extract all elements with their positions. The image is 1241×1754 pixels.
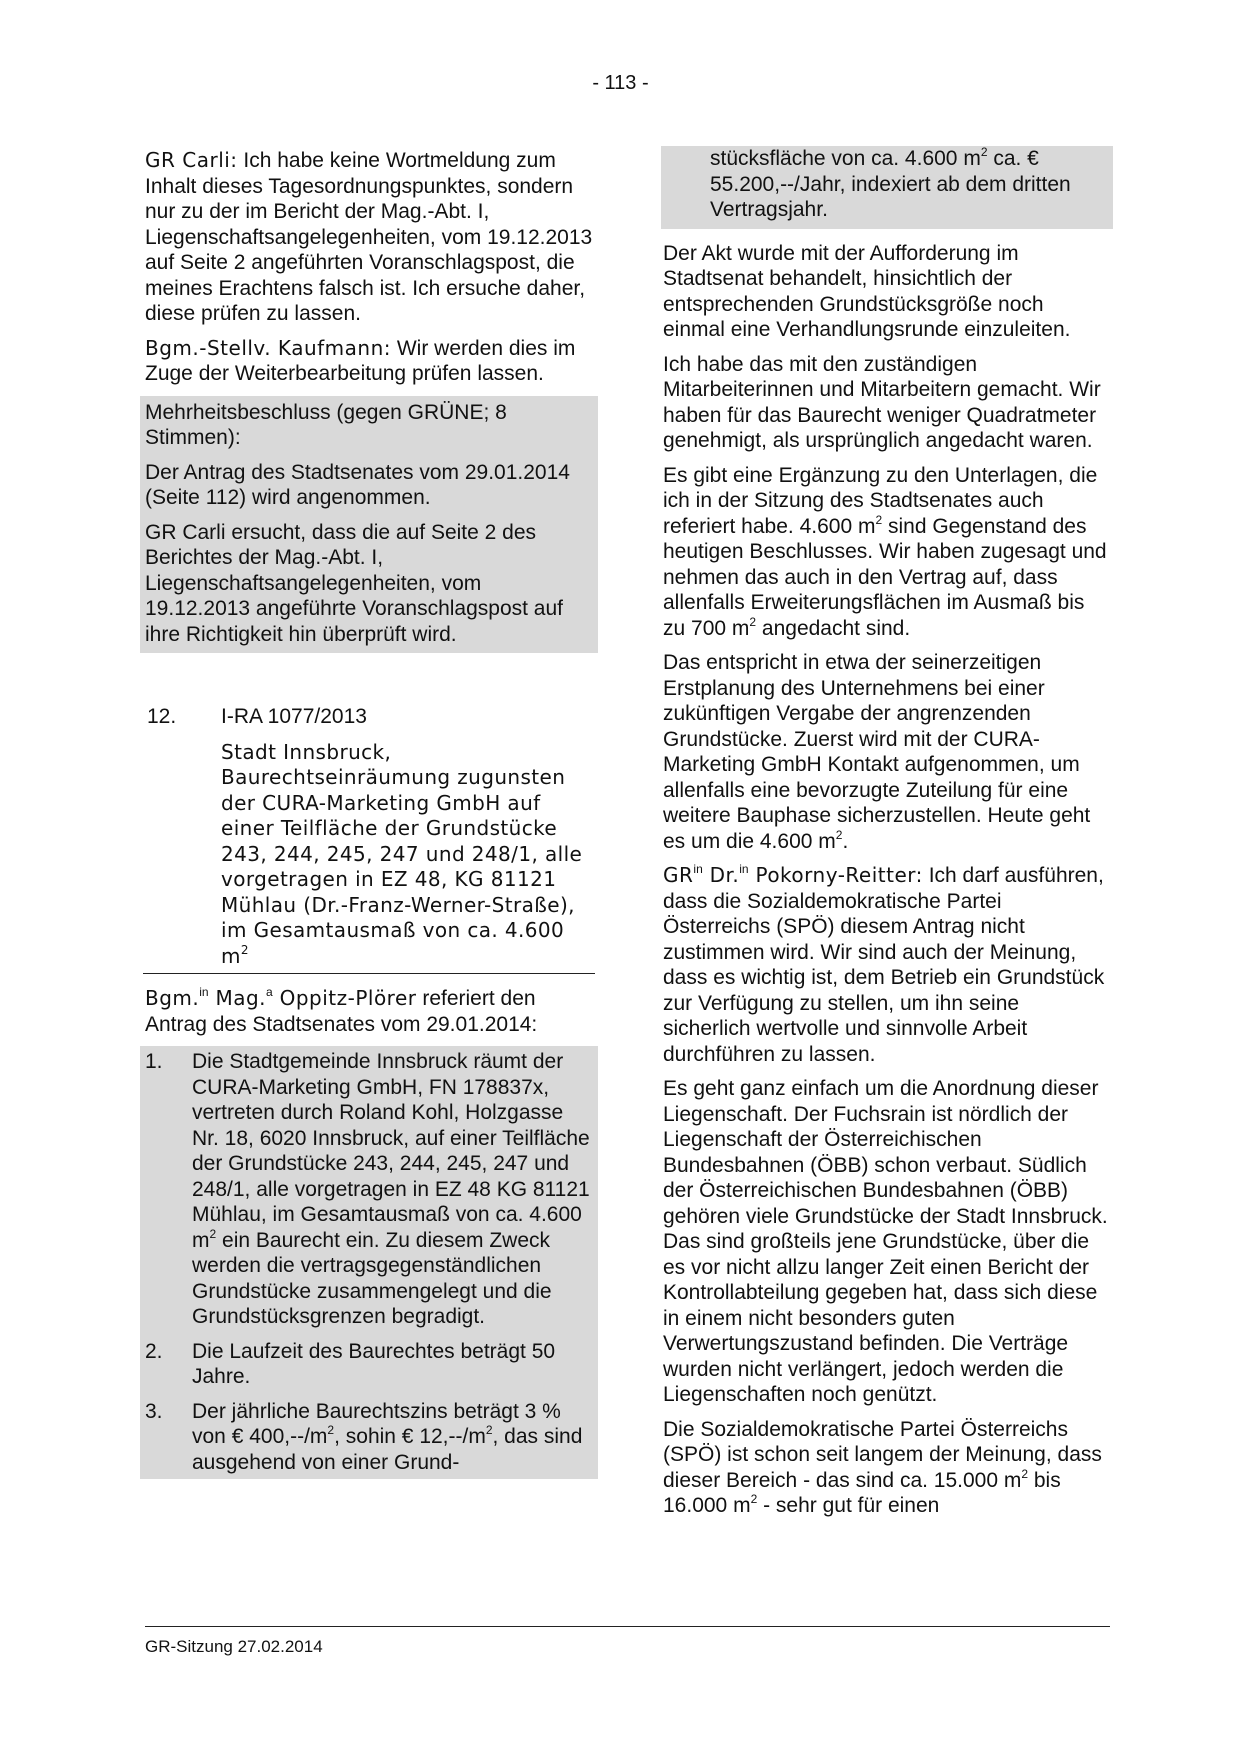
- reporter-bgm: Bgm.: [145, 986, 200, 1010]
- kaufmann-statement: [145, 336, 595, 387]
- reporter-sup-a: a: [266, 985, 273, 999]
- motion-item-number: 2.: [145, 1339, 163, 1363]
- reporter-mag: Mag.: [208, 986, 267, 1010]
- pokorny-statement: [663, 863, 1110, 1067]
- pokorny-text: Ich darf ausführen, dass die Sozialdemokratische Partei Österreichs (SPÖ) diesem Antrag nicht zustimmen wird. Wir sind auch der Meinung, dass es wichtig ist, dem Betrieb ein Grundstück zur Verfügung zu stellen, um ihn seine sicherlich wertvolle und sinnvolle Arbeit durchführen zu lassen.: [663, 864, 1105, 1066]
- pokorny-sup-in: in: [693, 862, 703, 876]
- agenda-title: [145, 740, 595, 970]
- paragraph-7-c: - sehr gut für einen: [757, 1494, 940, 1517]
- agenda-title-sup: 2: [240, 942, 249, 957]
- paragraph-3-sup: 2: [875, 512, 883, 527]
- reporter-line: [145, 986, 595, 1037]
- reporter-text: referiert den Antrag des Stadtsenates vom 29.01.2014:: [145, 987, 538, 1036]
- paragraph-7-a: Die Sozialdemokratische Partei Österreichs (SPÖ) ist schon seit langem der Meinung, dass dieser Bereich - das sind ca. 15.000 m: [663, 1417, 1102, 1492]
- agenda-heading: [145, 704, 595, 730]
- paragraph-4-a: Das entspricht in etwa der seinerzeitigen Erstplanung des Unternehmens bei einer zukünftigen Vergabe der angrenzenden Grundstücke. Zuerst wird mit der CURA-Marketing GmbH Kontakt aufgenommen, um allenfalls eine bevorzugte Zuteilung für eine weitere Bauphase sicherzustellen. Heute geht es um die 4.600 m: [663, 651, 1091, 853]
- agenda-number: 12.: [147, 705, 177, 728]
- motion-item-text: Die Stadtgemeinde Innsbruck räumt der CURA-Marketing GmbH, FN 178837x, vertreten durch Roland Kohl, Holzgasse Nr. 18, 6020 Innsbruck, auf einer Teilfläche der Grundstücke 243, 244, 245, 247 und 248/1, alle vorgetragen in EZ 48 KG 81121 Mühlau, im Gesamtausmaß von ca. 4.600 m: [192, 1050, 590, 1252]
- left-column: [145, 148, 595, 1479]
- motion-list: [145, 1046, 595, 1479]
- resolution-box: [140, 396, 598, 654]
- agenda-title-text: Stadt Innsbruck, Baurechtseinräumung zugunsten der CURA-Marketing GmbH auf einer Teilfläche der Grundstücke 243, 244, 245, 247 und 248/1, alle vorgetragen in EZ 48, KG 81121 Mühlau (Dr.-Franz-Werner-Straße), im Gesamtausmaß von ca. 4.600 m: [221, 739, 583, 968]
- continuation-text: stücksfläche von ca. 4.600 m: [710, 147, 981, 170]
- paragraph-7: [663, 1417, 1110, 1519]
- motion-continuation-box: [661, 146, 1113, 229]
- pokorny-gr: GR: [663, 863, 694, 887]
- motion-item-sup: 2: [209, 1226, 217, 1241]
- carli-text: Ich habe keine Wortmeldung zum Inhalt dieses Tagesordnungspunktes, sondern nur zu der im Bericht der Mag.-Abt. I, Liegenschaftsangelegenheiten, vom 19.12.2013 auf Seite 2 angeführten Voranschlagspost, die meines Erachtens falsch ist. Ich ersuche daher, diese prüfen zu lassen.: [145, 149, 593, 325]
- page-number: - 113 -: [592, 72, 649, 94]
- paragraph-3-b: sind Gegenstand des heutigen Beschlusses. Wir haben zugesagt und nehmen das auch in den Vertrag auf, dass allenfalls Erweiterungsflächen im Ausmaß bis zu 700 m: [663, 514, 1107, 640]
- motion-item-text-cont: , sohin € 12,--/m: [334, 1425, 486, 1448]
- paragraph-4-b: .: [842, 829, 849, 853]
- motion-item-sup: 2: [485, 1423, 493, 1437]
- pokorny-name: Pokorny-Reitter:: [748, 863, 923, 887]
- speaker-carli: GR Carli:: [145, 148, 238, 172]
- paragraph-7-sup: 2: [1021, 1466, 1029, 1481]
- motion-item-text-end: , das sind ausgehend von einer Grund-: [192, 1425, 583, 1474]
- paragraph-3-c: angedacht sind.: [756, 616, 911, 640]
- paragraph-2: Ich habe das mit den zuständigen Mitarbeiterinnen und Mitarbeitern gemacht. Wir haben für das Baurecht weniger Quadratmeter genehmigt, als ursprünglich angedacht waren.: [663, 352, 1101, 452]
- request-text: GR Carli ersucht, dass die auf Seite 2 des Berichtes der Mag.-Abt. I, Liegenschaftsangelegenheiten, vom 19.12.2013 angeführte Voranschlagspost auf ihre Richtigkeit hin überprüft wird.: [145, 520, 563, 646]
- motion-item-text: Die Laufzeit des Baurechtes beträgt 50 Jahre.: [192, 1339, 556, 1388]
- paragraph-3-a: Es gibt eine Ergänzung zu den Unterlagen, die ich in der Sitzung des Stadtsenates auch referiert habe. 4.600 m: [663, 463, 1098, 538]
- agenda-reference: I-RA 1077/2013: [221, 705, 367, 728]
- agenda-item: [145, 704, 595, 974]
- motion-item-text-cont: ein Baurecht ein. Zu diesem Zweck werden die vertragsgegenständlichen Grundstücke zusammengelegt und die Grundstücksgrenzen begradigt.: [192, 1228, 552, 1328]
- agenda-divider: [143, 973, 595, 974]
- pokorny-dr: Dr.: [702, 863, 740, 887]
- motion-item-1: [145, 1049, 594, 1330]
- pokorny-sup-in-2: in: [739, 862, 749, 876]
- paragraph-3-sup: 2: [749, 614, 757, 629]
- footer-text: GR-Sitzung 27.02.2014: [145, 1637, 323, 1656]
- right-column: [663, 146, 1110, 1528]
- speaker-kaufmann: Bgm.-Stellv. Kaufmann:: [145, 335, 391, 360]
- motion-item-number: 3.: [145, 1399, 163, 1423]
- motion-item-3: [145, 1399, 594, 1476]
- paragraph-3: [663, 463, 1110, 642]
- carli-statement: [145, 148, 595, 327]
- paragraph-6: Es geht ganz einfach um die Anordnung dieser Liegenschaft. Der Fuchsrain ist nördlich der Liegenschaft der Österreichischen Bundesbahnen (ÖBB) schon verbaut. Südlich der Österreichischen Bundesbahnen (ÖBB) gehören viele Grundstücke der Stadt Innsbruck. Das sind großteils jene Grundstücke, über die es vor nicht allzu langer Zeit einen Bericht der Kontrollabteilung gegeben hat, dass sich diese in einem nicht besonders guten Verwertungszustand befinden. Die Verträge wurden nicht verlängert, jedoch werden die Liegenschaften noch genützt.: [663, 1077, 1108, 1406]
- kaufmann-text: Wir werden dies im Zuge der Weiterbearbeitung prüfen lassen.: [145, 336, 576, 385]
- motion-item-number: 1.: [145, 1050, 163, 1073]
- paragraph-7-b: bis 16.000 m: [663, 1468, 1061, 1517]
- motion-box: [140, 1046, 598, 1479]
- continuation-sup: 2: [980, 145, 988, 159]
- paragraph-7-sup: 2: [750, 1492, 758, 1506]
- motion-item-text: Der jährliche Baurechtszins beträgt 3 % von € 400,--/m: [192, 1399, 561, 1448]
- reporter-sup-in: in: [199, 985, 209, 999]
- reporter-name: Oppitz-Plörer: [272, 986, 417, 1010]
- accepted-text: Der Antrag des Stadtsenates vom 29.01.2014 (Seite 112) wird angenommen.: [145, 460, 570, 509]
- motion-item-2: [145, 1339, 594, 1390]
- motion-item-sup: 2: [327, 1423, 335, 1437]
- footer-divider: [145, 1626, 1110, 1627]
- resolution-text: Mehrheitsbeschluss (gegen GRÜNE; 8 Stimmen):: [145, 400, 507, 449]
- paragraph-4-sup: 2: [835, 827, 843, 842]
- continuation-text-cont: ca. € 55.200,--/Jahr, indexiert ab dem dritten Vertragsjahr.: [710, 147, 1071, 221]
- paragraph-4: [663, 650, 1110, 854]
- paragraph-1: Der Akt wurde mit der Aufforderung im Stadtsenat behandelt, hinsichtlich der entsprechenden Grundstücksgröße noch einmal eine Verhandlungsrunde einzuleiten.: [663, 241, 1071, 341]
